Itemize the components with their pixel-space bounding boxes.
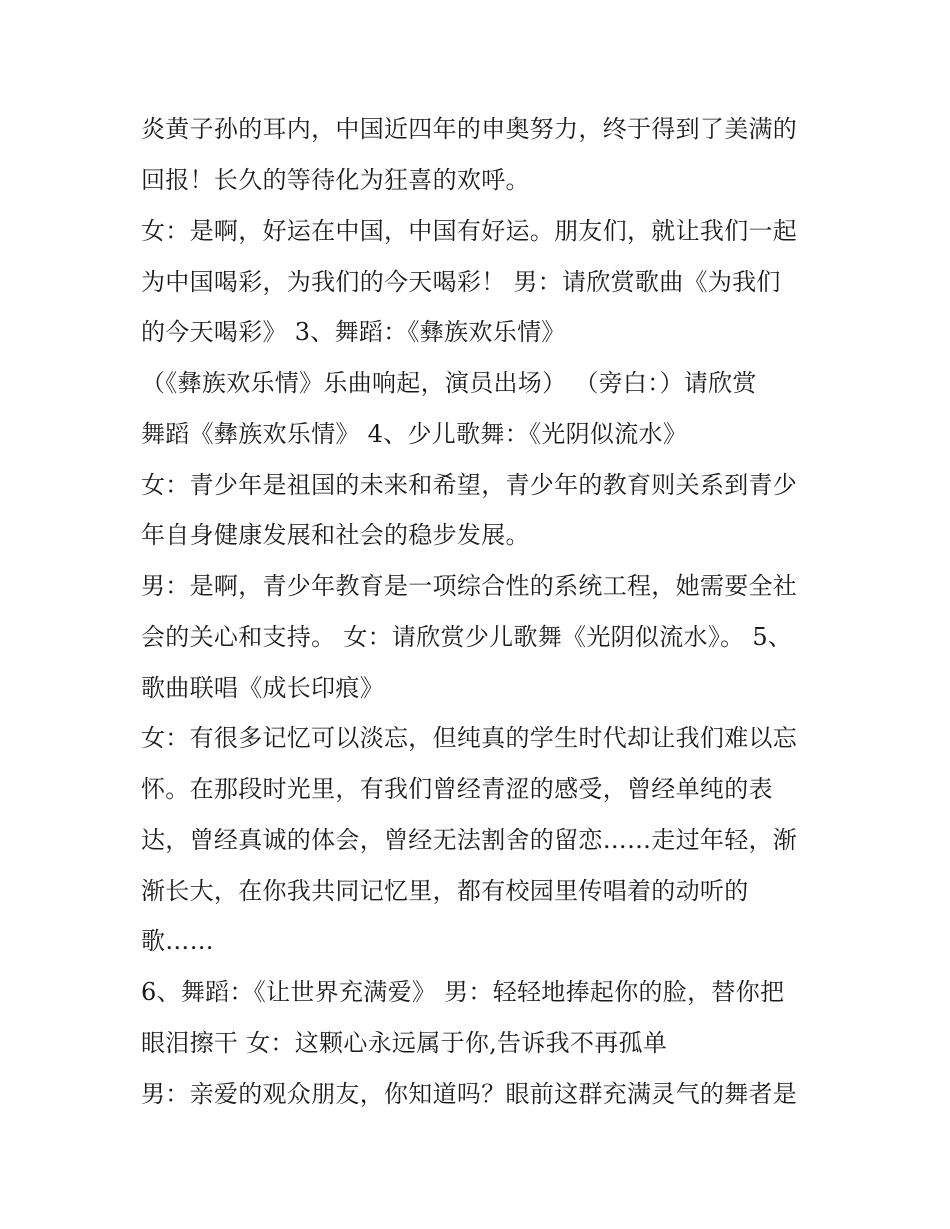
text-line: 的今天喝彩》 3、舞蹈：《彝族欢乐情》 (141, 318, 566, 346)
text-line: 男：亲爱的观众朋友，你知道吗？眼前这群充满灵气的舞者是 (141, 1080, 798, 1108)
text-line: 会的关心和支持。 女：请欣赏少儿歌舞《光阴似流水》。 5、 (141, 623, 793, 651)
text-line: 炎黄子孙的耳内，中国近四年的申奥努力，终于得到了美满的 (141, 115, 798, 143)
text-line: 怀。在那段时光里，有我们曾经青涩的感受，曾经单纯的表 (141, 775, 773, 803)
text-line: 渐长大，在你我共同记忆里，都有校园里传唱着的动听的 (141, 877, 749, 905)
text-line: 眼泪擦干 女：这颗心永远属于你,告诉我不再孤单 (141, 1029, 668, 1057)
text-line: 女：有很多记忆可以淡忘，但纯真的学生时代却让我们难以忘 (141, 724, 798, 752)
text-line: 达，曾经真诚的体会，曾经无法割舍的留恋……走过年轻，渐 (141, 826, 798, 854)
text-line: 女：是啊，好运在中国，中国有好运。朋友们，就让我们一起 (141, 217, 798, 245)
text-line: 年自身健康发展和社会的稳步发展。 (141, 521, 530, 549)
text-line: 回报！长久的等待化为狂喜的欢呼。 (141, 166, 530, 194)
text-line: 女：青少年是祖国的未来和希望，青少年的教育则关系到青少 (141, 471, 798, 499)
text-line: 6、舞蹈：《让世界充满爱》 男：轻轻地捧起你的脸，替你把 (141, 978, 785, 1006)
text-line: 为中国喝彩，为我们的今天喝彩！ 男：请欣赏歌曲《为我们 (141, 268, 781, 296)
text-line: （《彝族欢乐情》乐曲响起，演员出场） （旁白：）请欣赏 (141, 369, 757, 397)
text-line: 舞蹈《彝族欢乐情》 4、少儿歌舞：《光阴似流水》 (141, 420, 688, 448)
text-line: 歌曲联唱《成长印痕》 (141, 674, 384, 702)
text-line: 男：是啊，青少年教育是一项综合性的系统工程，她需要全社 (141, 572, 798, 600)
text-line: 歌…… (141, 927, 214, 955)
